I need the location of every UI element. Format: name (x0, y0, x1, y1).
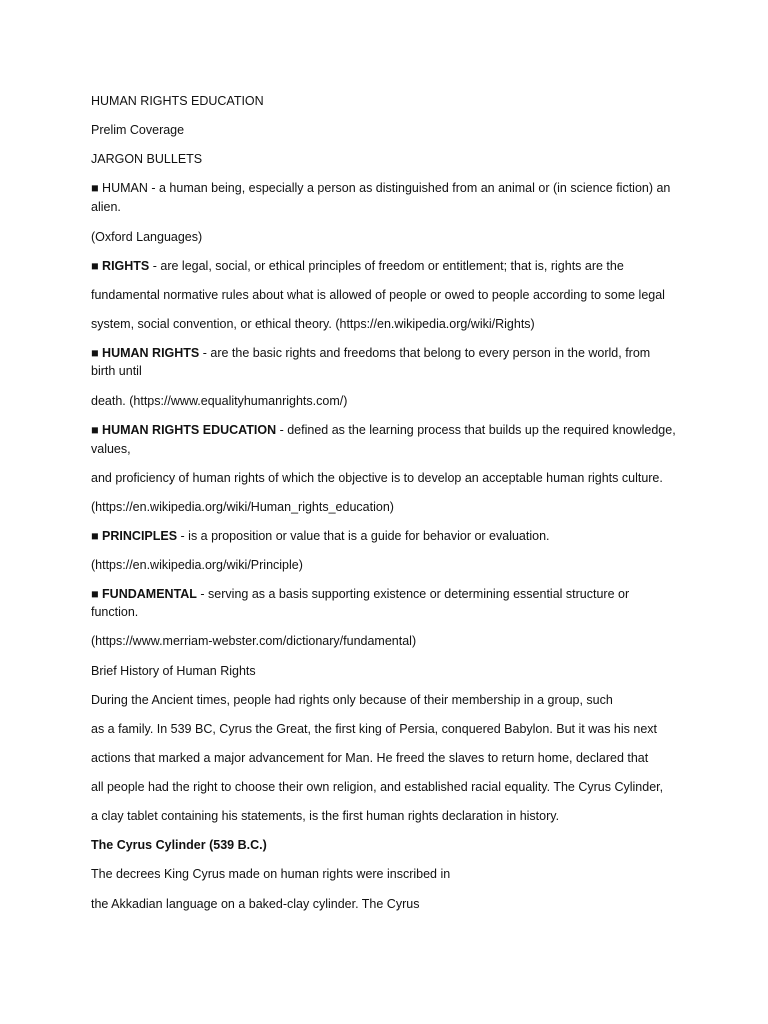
definition-continuation: values, (91, 442, 131, 456)
cyrus-heading-text: The Cyrus Cylinder (539 B.C.) (91, 838, 267, 852)
definition-continuation: and proficiency of human rights of which the objective is to develop an acceptable human rights culture. (91, 471, 663, 485)
definition-text: - defined as the learning process that builds up the required knowledge, (276, 423, 676, 437)
source-citation: (https://www.merriam-webster.com/dictionary/fundamental) (91, 634, 417, 648)
definition-text: - is a proposition or value that is a guide for behavior or evaluation. (177, 529, 550, 543)
bullet-icon: ■ (91, 346, 99, 360)
bullet-icon: ■ (91, 181, 99, 195)
bullet-icon: ■ (91, 587, 99, 601)
term-human-rights: HUMAN RIGHTS (102, 346, 200, 360)
source-citation: (Oxford Languages) (91, 230, 203, 244)
bullet-human-rights (91, 344, 691, 363)
paragraph-line: a clay tablet containing his statements, is the first human rights declaration in history. (91, 809, 560, 823)
term-rights: RIGHTS (102, 259, 150, 273)
bullet-icon: ■ (91, 259, 99, 273)
source-citation: (https://en.wikipedia.org/wiki/Principle) (91, 558, 303, 572)
section-heading-cyrus (91, 836, 691, 855)
definition-continuation: death. (https://www.equalityhumanrights.com/) (91, 394, 348, 408)
section-heading-history: Brief History of Human Rights (91, 664, 256, 678)
section-heading-jargon: JARGON BULLETS (91, 152, 203, 166)
paragraph-line: The decrees King Cyrus made on human rights were inscribed in (91, 867, 451, 881)
term-human: HUMAN (102, 181, 148, 195)
bullet-fundamental (91, 585, 691, 604)
definition-continuation: system, social convention, or ethical theory. (https://en.wikipedia.org/wiki/Rights) (91, 317, 535, 331)
definition-continuation: birth until (91, 364, 142, 378)
document-title: HUMAN RIGHTS EDUCATION (91, 94, 264, 108)
definition-continuation: fundamental normative rules about what is allowed of people or owed to people according to some legal (91, 288, 665, 302)
definition-continuation: function. (91, 605, 139, 619)
term-fundamental: FUNDAMENTAL (102, 587, 197, 601)
bullet-icon: ■ (91, 423, 99, 437)
source-citation: (https://en.wikipedia.org/wiki/Human_rights_education) (91, 500, 394, 514)
definition-text: - are legal, social, or ethical principles of freedom or entitlement; that is, rights are the (149, 259, 624, 273)
definition-continuation: alien. (91, 200, 121, 214)
document-subtitle: Prelim Coverage (91, 123, 185, 137)
term-principles: PRINCIPLES (102, 529, 178, 543)
definition-text: - are the basic rights and freedoms that belong to every person in the world, from (199, 346, 651, 360)
term-human-rights-education: HUMAN RIGHTS EDUCATION (102, 423, 277, 437)
paragraph-line: actions that marked a major advancement for Man. He freed the slaves to return home, declared that (91, 751, 649, 765)
paragraph-line: all people had the right to choose their own religion, and established racial equality. The Cyrus Cylinder, (91, 780, 664, 794)
paragraph-line: the Akkadian language on a baked-clay cylinder. The Cyrus (91, 897, 420, 911)
bullet-icon: ■ (91, 529, 99, 543)
bullet-principles (91, 527, 691, 546)
definition-text: - serving as a basis supporting existence or determining essential structure or (196, 587, 630, 601)
bullet-rights (91, 257, 691, 276)
bullet-human-rights-education (91, 421, 691, 440)
paragraph-line: During the Ancient times, people had rights only because of their membership in a group, such (91, 693, 613, 707)
paragraph-line: as a family. In 539 BC, Cyrus the Great, the first king of Persia, conquered Babylon. But it was his next (91, 722, 658, 736)
bullet-human (91, 179, 691, 198)
definition-text: - a human being, especially a person as distinguished from an animal or (in science fiction) an (147, 181, 671, 195)
